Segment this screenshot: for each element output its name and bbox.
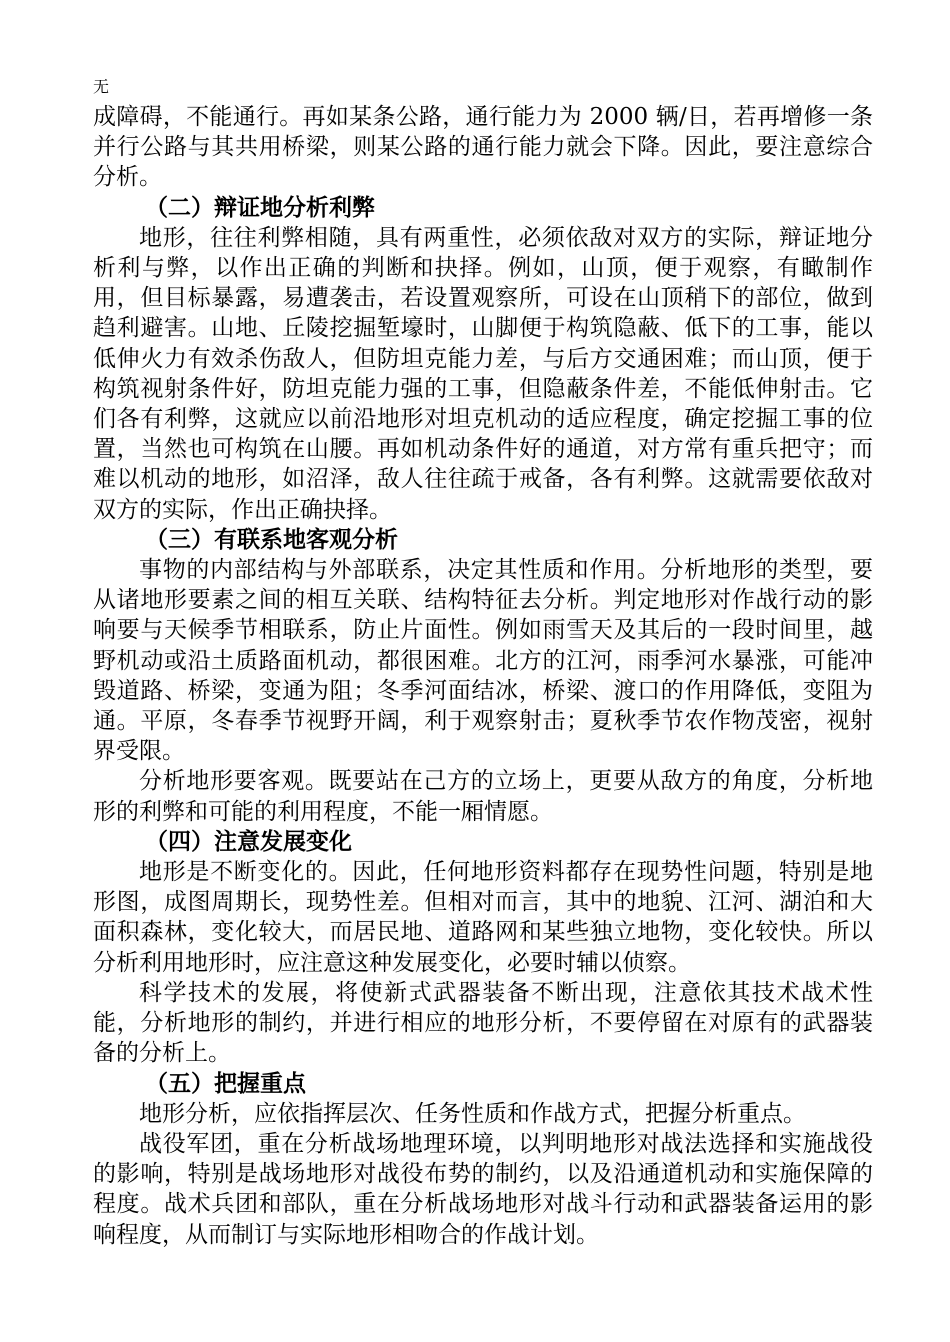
paragraph: 事物的内部结构与外部联系，决定其性质和作用。分析地形的类型，要从诸地形要素之间的相互关联、结构特征去分析。判定地形对作战行动的影响要与天候季节相联系，防止片面性。例如雨雪天及其后的一段时间里，越野机动或沿土质路面机动，都很困难。北方的江河，雨季河水暴涨，可能冲毁道路、桥梁，变通为阻；冬季河面结冰，桥梁、渡口的作用降低，变阻为通。平原，冬春季节视野开阔，利于观察射击；夏秋季节农作物茂密，视射界受限。: [93, 557, 873, 765]
paragraph: 战役军团，重在分析战场地理环境，以判明地形对战法选择和实施战役的影响，特别是战场地形对战役布势的制约，以及沿通道机动和实施保障的程度。战术兵团和部队，重在分析战场地形对战斗行动和武器装备运用的影响程度，从而制订与实际地形相吻合的作战计划。: [93, 1130, 873, 1248]
section-heading-3: （三）有联系地客观分析: [145, 526, 398, 553]
paragraph: 地形，往往利弊相随，具有两重性，必须依敌对双方的实际，辩证地分析利与弊，以作出正确的判断和抉择。例如，山顶，便于观察，有瞰制作用，但目标暴露，易遭袭击，若设置观察所，可设在山顶稍下的部位，做到趋利避害。山地、丘陵挖掘堑壕时，山脚便于构筑隐蔽、低下的工事，能以低伸火力有效杀伤敌人，但防坦克能力差，与后方交通困难；而山顶，便于构筑视射条件好，防坦克能力强的工事，但隐蔽条件差，不能低伸射击。它们各有利弊，这就应以前沿地形对坦克机动的适应程度，确定挖掘工事的位置，当然也可构筑在山腰。再如机动条件好的通道，对方常有重兵把守；而难以机动的地形，如沼泽，敌人往往疏于戒备，各有利弊。这就需要依敌对双方的实际，作出正确抉择。: [93, 224, 873, 523]
paragraph: 科学技术的发展，将使新式武器装备不断出现，注意依其技术战术性能，分析地形的制约，并进行相应的地形分析，不要停留在对原有的武器装备的分析上。: [93, 979, 873, 1067]
section-heading-5: （五）把握重点: [145, 1070, 306, 1097]
paragraph: 分析地形要客观。既要站在己方的立场上，更要从敌方的角度，分析地形的利弊和可能的利用程度，不能一厢情愿。: [93, 768, 873, 825]
header-mark: 无: [93, 77, 110, 96]
paragraph-continued: 成障碍，不能通行。再如某条公路，通行能力为 2000 辆/日，若再增修一条并行公路与其共用桥梁，则某公路的通行能力就会下降。因此，要注意综合分析。: [93, 104, 873, 191]
section-heading-2: （二）辩证地分析利弊: [145, 194, 375, 221]
paragraph: 地形分析，应依指挥层次、任务性质和作战方式，把握分析重点。: [139, 1100, 806, 1127]
paragraph: 地形是不断变化的。因此，任何地形资料都存在现势性问题，特别是地形图，成图周期长，现势性差。但相对而言，其中的地貌、江河、湖泊和大面积森林，变化较大，而居民地、道路网和某些独立地物，变化较快。所以分析利用地形时，应注意这种发展变化，必要时辅以侦察。: [93, 859, 873, 976]
document-page: [93, 76, 873, 1250]
section-heading-4: （四）注意发展变化: [145, 828, 352, 855]
